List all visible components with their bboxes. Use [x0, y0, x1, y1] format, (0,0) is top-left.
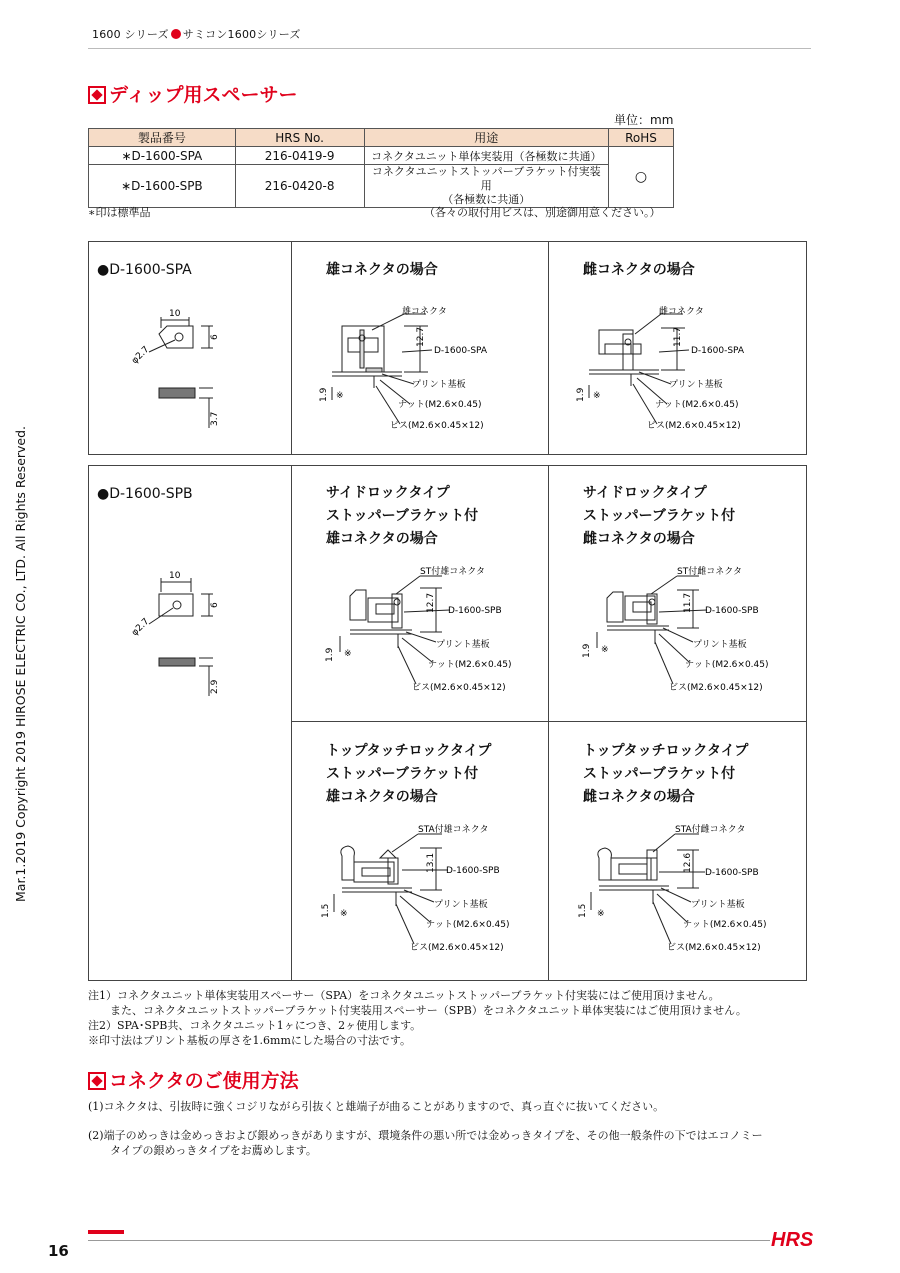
col-header: RoHS	[609, 129, 674, 147]
label-pcb: プリント基板	[693, 640, 747, 650]
section-title-spacer: ディップ用スペーサー	[88, 80, 297, 107]
kome-mark: ※	[601, 645, 609, 655]
top-touch-male-drawing	[292, 722, 547, 977]
dim-label: 12.7	[426, 592, 436, 613]
label-spacer: D-1600-SPA	[434, 346, 488, 356]
table-row	[89, 147, 674, 165]
kome-mark: ※	[340, 909, 348, 919]
dim-label: φ2.7	[130, 344, 152, 367]
dim-label: 11.7	[683, 592, 693, 613]
dim-label: 6	[210, 602, 220, 608]
label-connector: 雄コネクタ	[402, 307, 447, 317]
spa-title: ●D-1600-SPA	[97, 262, 192, 278]
usage: コネクタユニットストッパーブラケット付実装用 （各極数に共通）	[364, 165, 608, 208]
part-number: ∗D-1600-SPA	[89, 147, 236, 165]
label-nut: ナット(M2.6×0.45)	[683, 920, 767, 930]
rohs-mark: ○	[609, 147, 674, 208]
cell-spa-female	[548, 241, 807, 455]
label-pcb: プリント基板	[669, 380, 723, 390]
label-screw: ビス(M2.6×0.45×12)	[667, 943, 761, 953]
dim-label: 1.9	[576, 387, 586, 402]
label-connector: ST付雄コネクタ	[420, 567, 486, 577]
page-header	[92, 26, 301, 42]
cell-side-lock-female	[548, 465, 807, 722]
note-line: 注1）コネクタユニット単体実装用スペーサー（SPA）をコネクタユニットストッパーブラケット付実装にはご使用頂けません。	[88, 989, 720, 1002]
svg-text:HRS: HRS	[771, 1229, 814, 1250]
usage: コネクタユニット単体実装用（各極数に共通）	[364, 147, 608, 165]
table-footnote-left: ∗印は標準品	[88, 206, 151, 219]
cell-spa	[88, 241, 292, 455]
table-header-row	[89, 129, 674, 147]
side-lock-female-title: サイドロックタイプ ストッパーブラケット付 雌コネクタの場合	[583, 485, 736, 547]
label-nut: ナット(M2.6×0.45)	[655, 400, 739, 410]
cell-top-touch-male	[291, 721, 549, 981]
top-touch-female-title: トップタッチロックタイプ ストッパーブラケット付 雌コネクタの場合	[583, 743, 749, 805]
dim-label: 13.1	[426, 852, 436, 873]
col-header: 製品番号	[89, 129, 236, 147]
table-footnote-right: （各々の取付用ビスは、別途御用意ください。）	[424, 206, 661, 219]
label-spacer: D-1600-SPA	[691, 346, 745, 356]
page-number: 16	[48, 1242, 69, 1260]
dim-label: 3.7	[210, 411, 220, 426]
note-line: ※印寸法はプリント基板の厚さを1.6mmにした場合の寸法です。	[88, 1034, 412, 1047]
note-line: 注2）SPA･SPB共、コネクタユニット1ヶにつき、2ヶ使用します。	[88, 1019, 422, 1032]
cell-side-lock-male	[291, 465, 549, 722]
label-spacer: D-1600-SPB	[705, 868, 759, 878]
spa-female-drawing	[549, 242, 804, 452]
kome-mark: ※	[593, 391, 601, 401]
dim-label: 2.9	[210, 679, 220, 694]
label-pcb: プリント基板	[691, 900, 745, 910]
label-spacer: D-1600-SPB	[448, 606, 502, 616]
dim-label: φ2.7	[130, 616, 152, 639]
hrs-number: 216-0420-8	[235, 165, 364, 208]
footer-accent-bar	[88, 1230, 124, 1234]
label-pcb: プリント基板	[436, 640, 490, 650]
table-row	[89, 165, 674, 208]
label-screw: ビス(M2.6×0.45×12)	[390, 421, 484, 431]
dim-label: 1.5	[321, 903, 331, 918]
header-divider	[88, 48, 811, 49]
female-case-title: 雌コネクタの場合	[583, 262, 695, 278]
footer-divider	[88, 1240, 812, 1241]
label-spacer: D-1600-SPB	[446, 866, 500, 876]
kome-mark: ※	[344, 649, 352, 659]
label-pcb: プリント基板	[434, 900, 488, 910]
label-screw: ビス(M2.6×0.45×12)	[669, 683, 763, 693]
spa-spacer-drawing	[89, 242, 289, 442]
top-touch-female-drawing	[549, 722, 804, 977]
label-spacer: D-1600-SPB	[705, 606, 759, 616]
series-left: 1600 シリーズ	[92, 28, 169, 41]
cell-top-touch-female	[548, 721, 807, 981]
label-nut: ナット(M2.6×0.45)	[426, 920, 510, 930]
spb-title: ●D-1600-SPB	[97, 486, 193, 502]
col-header: HRS No.	[235, 129, 364, 147]
hrs-logo	[770, 1226, 814, 1250]
col-header: 用途	[364, 129, 608, 147]
usage-item: (2)端子のめっきは金めっきおよび銀めっきがありますが、環境条件の悪い所では金めっきタイプを、その他一般条件の下ではエコノミー タイプの銀めっきタイプをお薦めします。	[88, 1129, 763, 1157]
label-nut: ナット(M2.6×0.45)	[685, 660, 769, 670]
dim-label: 12.6	[683, 852, 693, 873]
label-nut: ナット(M2.6×0.45)	[428, 660, 512, 670]
dim-label: 1.9	[325, 647, 335, 662]
notes-block	[88, 988, 747, 1048]
red-dot-icon	[171, 29, 181, 39]
label-connector: 雌コネクタ	[659, 307, 704, 317]
side-lock-male-title: サイドロックタイプ ストッパーブラケット付 雄コネクタの場合	[326, 485, 479, 547]
note-line: また、コネクタユニットストッパーブラケット付実装用スペーサー（SPB）をコネクタユニット単体実装にはご使用頂けません。	[88, 1004, 747, 1017]
spb-spacer-drawing	[89, 466, 289, 706]
spa-male-drawing	[292, 242, 547, 452]
side-copyright: Mar.1.2019 Copyright 2019 HIROSE ELECTRIC CO., LTD. All Rights Reserved.	[13, 425, 28, 902]
dim-label: 12.7	[416, 326, 426, 347]
label-screw: ビス(M2.6×0.45×12)	[412, 683, 506, 693]
label-screw: ビス(M2.6×0.45×12)	[410, 943, 504, 953]
usage-item: (1)コネクタは、引抜時に強くコジリながら引抜くと雄端子が曲ることがありますので、真っ直ぐに抜いてください。	[88, 1100, 665, 1113]
dim-label: 1.9	[319, 387, 329, 402]
label-connector: STA付雄コネクタ	[418, 825, 489, 835]
side-lock-female-drawing	[549, 466, 804, 716]
hrs-number: 216-0419-9	[235, 147, 364, 165]
label-connector: ST付雌コネクタ	[677, 567, 743, 577]
kome-mark: ※	[336, 391, 344, 401]
dim-label: 11.7	[673, 326, 683, 347]
diamond-marker-icon	[88, 86, 106, 104]
dim-label: 1.5	[578, 903, 588, 918]
cell-spa-male	[291, 241, 549, 455]
diamond-marker-icon	[88, 1072, 106, 1090]
series-right: サミコン1600シリーズ	[182, 28, 301, 41]
part-number: ∗D-1600-SPB	[89, 165, 236, 208]
label-screw: ビス(M2.6×0.45×12)	[647, 421, 741, 431]
cell-spb	[88, 465, 292, 981]
unit-label: 単位：mm	[614, 113, 674, 127]
male-case-title: 雄コネクタの場合	[326, 262, 438, 278]
top-touch-male-title: トップタッチロックタイプ ストッパーブラケット付 雄コネクタの場合	[326, 743, 492, 805]
dim-label: 10	[169, 571, 181, 581]
section-title-usage: コネクタのご使用方法	[88, 1066, 299, 1093]
hrs-logo-icon	[770, 1226, 814, 1250]
label-pcb: プリント基板	[412, 380, 466, 390]
dim-label: 1.9	[582, 643, 592, 658]
label-connector: STA付雌コネクタ	[675, 825, 746, 835]
kome-mark: ※	[597, 909, 605, 919]
label-nut: ナット(M2.6×0.45)	[398, 400, 482, 410]
dim-label: 10	[169, 309, 181, 319]
spec-table	[88, 128, 674, 208]
dim-label: 6	[210, 334, 220, 340]
side-lock-male-drawing	[292, 466, 547, 716]
